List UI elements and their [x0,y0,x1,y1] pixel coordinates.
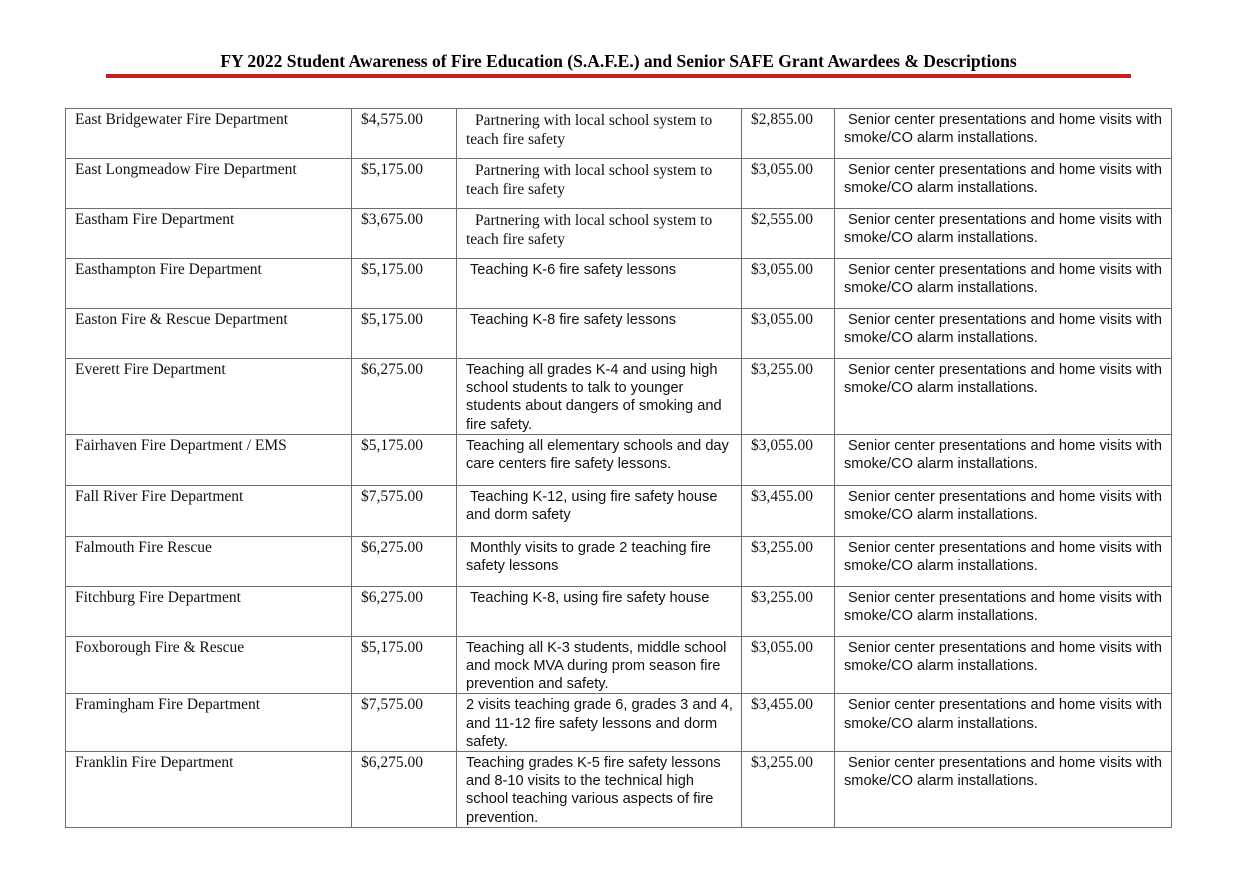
table-row [66,752,1172,828]
safe-amount-cell: $5,175.00 [352,159,457,209]
senior-amount-cell: $3,455.00 [742,485,835,536]
senior-description-cell: Senior center presentations and home visits with smoke/CO alarm installations. [835,259,1172,309]
safe-description-cell: Teaching K-8, using fire safety house [457,586,742,636]
safe-amount-cell: $5,175.00 [352,259,457,309]
safe-amount-cell: $7,575.00 [352,485,457,536]
department-cell: Easthampton Fire Department [66,259,352,309]
safe-amount-cell: $5,175.00 [352,636,457,694]
senior-description-cell: Senior center presentations and home visits with smoke/CO alarm installations. [835,636,1172,694]
department-cell: Fitchburg Fire Department [66,586,352,636]
document-title: FY 2022 Student Awareness of Fire Education (S.A.F.E.) and Senior SAFE Grant Awardees & Descriptions [220,51,1017,71]
senior-amount-cell: $3,055.00 [742,636,835,694]
table-row [66,694,1172,752]
senior-description-cell: Senior center presentations and home visits with smoke/CO alarm installations. [835,485,1172,536]
department-cell: Fall River Fire Department [66,485,352,536]
safe-description-cell: Teaching all K-3 students, middle school and mock MVA during prom season fire prevention and safety. [457,636,742,694]
title-underline [106,74,1131,78]
safe-amount-cell: $5,175.00 [352,434,457,485]
table-row [66,209,1172,259]
table-row [66,434,1172,485]
department-cell: Framingham Fire Department [66,694,352,752]
senior-amount-cell: $2,555.00 [742,209,835,259]
senior-description-cell: Senior center presentations and home visits with smoke/CO alarm installations. [835,536,1172,586]
safe-description-cell: Monthly visits to grade 2 teaching fire safety lessons [457,536,742,586]
senior-description-cell: Senior center presentations and home visits with smoke/CO alarm installations. [835,209,1172,259]
department-cell: East Longmeadow Fire Department [66,159,352,209]
department-cell: East Bridgewater Fire Department [66,109,352,159]
senior-amount-cell: $3,055.00 [742,159,835,209]
senior-description-cell: Senior center presentations and home visits with smoke/CO alarm installations. [835,434,1172,485]
senior-amount-cell: $3,055.00 [742,309,835,359]
safe-description-cell: 2 visits teaching grade 6, grades 3 and 4, and 11-12 fire safety lessons and dorm safety. [457,694,742,752]
senior-description-cell: Senior center presentations and home visits with smoke/CO alarm installations. [835,586,1172,636]
table-row [66,636,1172,694]
table-row [66,109,1172,159]
safe-description-cell: Teaching all elementary schools and day care centers fire safety lessons. [457,434,742,485]
senior-amount-cell: $3,255.00 [742,586,835,636]
senior-description-cell: Senior center presentations and home visits with smoke/CO alarm installations. [835,359,1172,435]
safe-amount-cell: $4,575.00 [352,109,457,159]
table-row [66,536,1172,586]
safe-amount-cell: $5,175.00 [352,309,457,359]
safe-description-cell: Teaching K-6 fire safety lessons [457,259,742,309]
safe-amount-cell: $3,675.00 [352,209,457,259]
safe-description-cell: Teaching grades K-5 fire safety lessons and 8-10 visits to the technical high school teaching various aspects of fire prevention. [457,752,742,828]
safe-amount-cell: $6,275.00 [352,359,457,435]
safe-description-cell: Teaching K-8 fire safety lessons [457,309,742,359]
senior-description-cell: Senior center presentations and home visits with smoke/CO alarm installations. [835,159,1172,209]
senior-amount-cell: $3,255.00 [742,536,835,586]
safe-description-cell: Partnering with local school system to teach fire safety [457,109,742,159]
senior-amount-cell: $3,255.00 [742,752,835,828]
senior-description-cell: Senior center presentations and home visits with smoke/CO alarm installations. [835,309,1172,359]
department-cell: Franklin Fire Department [66,752,352,828]
safe-description-cell: Teaching all grades K-4 and using high school students to talk to younger students about dangers of smoking and fire safety. [457,359,742,435]
table-row [66,259,1172,309]
senior-description-cell: Senior center presentations and home visits with smoke/CO alarm installations. [835,752,1172,828]
safe-description-cell: Partnering with local school system to teach fire safety [457,159,742,209]
senior-amount-cell: $2,855.00 [742,109,835,159]
senior-amount-cell: $3,055.00 [742,434,835,485]
senior-amount-cell: $3,255.00 [742,359,835,435]
department-cell: Falmouth Fire Rescue [66,536,352,586]
table-row [66,359,1172,435]
grant-awardees-table [65,108,1172,828]
table-row [66,485,1172,536]
safe-amount-cell: $6,275.00 [352,586,457,636]
senior-description-cell: Senior center presentations and home visits with smoke/CO alarm installations. [835,694,1172,752]
table-row [66,309,1172,359]
senior-amount-cell: $3,455.00 [742,694,835,752]
department-cell: Easton Fire & Rescue Department [66,309,352,359]
department-cell: Fairhaven Fire Department / EMS [66,434,352,485]
safe-description-cell: Partnering with local school system to teach fire safety [457,209,742,259]
department-cell: Foxborough Fire & Rescue [66,636,352,694]
safe-amount-cell: $6,275.00 [352,536,457,586]
table-row [66,586,1172,636]
department-cell: Eastham Fire Department [66,209,352,259]
senior-description-cell: Senior center presentations and home visits with smoke/CO alarm installations. [835,109,1172,159]
department-cell: Everett Fire Department [66,359,352,435]
safe-amount-cell: $6,275.00 [352,752,457,828]
table-row [66,159,1172,209]
safe-amount-cell: $7,575.00 [352,694,457,752]
safe-description-cell: Teaching K-12, using fire safety house and dorm safety [457,485,742,536]
senior-amount-cell: $3,055.00 [742,259,835,309]
